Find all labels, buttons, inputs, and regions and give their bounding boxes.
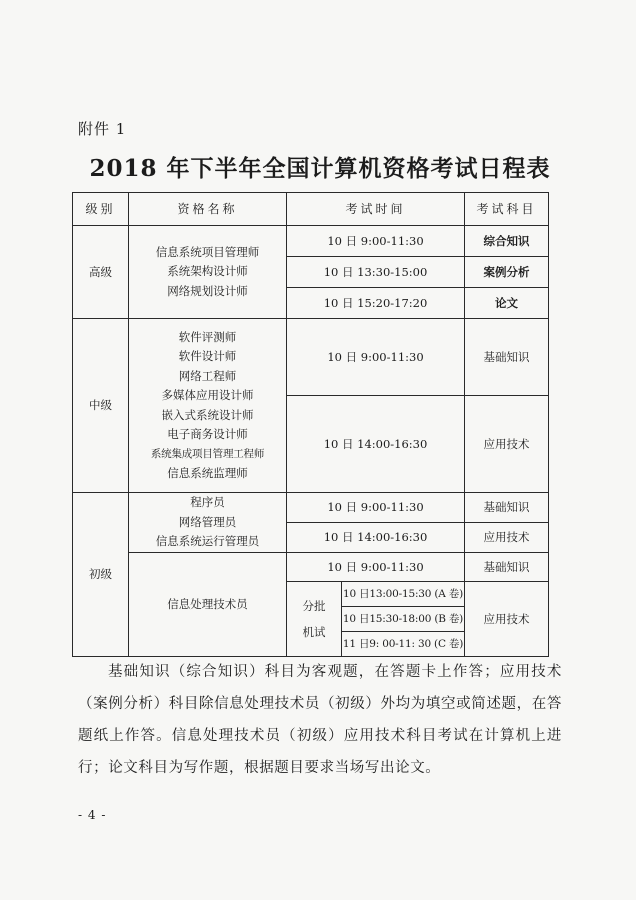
qualification-item: 软件设计师 <box>178 349 237 363</box>
batch-label-line: 机试 <box>302 625 326 639</box>
table-row <box>73 226 549 257</box>
page-title: 2018 年下半年全国计算机资格考试日程表 <box>89 155 551 182</box>
batch-time: 10 日13:00-15:30 (A 卷) <box>342 582 465 607</box>
exam-subject: 应用技术 <box>465 396 549 493</box>
exam-subject: 基础知识 <box>465 319 549 396</box>
exam-time: 10 日 14:00-16:30 <box>287 523 465 553</box>
batch-label-line: 分批 <box>302 599 326 613</box>
exam-subject: 综合知识 <box>465 226 549 257</box>
header-level: 级别 <box>73 193 129 226</box>
qualification-item: 多媒体应用设计师 <box>161 388 254 402</box>
exam-time: 10 日 9:00-11:30 <box>287 493 465 523</box>
qualification-item: 电子商务设计师 <box>167 427 248 441</box>
header-qualification: 资格名称 <box>129 193 287 226</box>
qualification-item: 信息系统监理师 <box>167 466 248 480</box>
exam-time: 10 日 15:20-17:20 <box>287 288 465 319</box>
exam-time: 10 日 9:00-11:30 <box>287 226 465 257</box>
exam-subject: 论文 <box>465 288 549 319</box>
level-senior: 高级 <box>73 226 129 319</box>
qualification-item: 程序员 <box>190 495 225 510</box>
junior-qualifications <box>129 493 287 553</box>
qualification-item: 网络管理员 <box>178 514 237 529</box>
exam-time: 10 日 9:00-11:30 <box>287 319 465 396</box>
qualification-item: 网络工程师 <box>178 368 237 383</box>
level-junior: 初级 <box>73 493 129 657</box>
header-time: 考试时间 <box>287 193 465 226</box>
level-intermediate: 中级 <box>73 319 129 493</box>
qualification-item: 网络规划设计师 <box>167 283 248 298</box>
batch-time: 10 日15:30-18:00 (B 卷) <box>342 607 465 632</box>
exam-subject: 基础知识 <box>465 553 549 582</box>
qualification-item: 信息系统运行管理员 <box>155 534 260 549</box>
junior-qualification-info-processing: 信息处理技术员 <box>129 553 287 657</box>
table-header-row <box>73 193 549 226</box>
header-subject: 考试科目 <box>465 193 549 226</box>
intermediate-qualifications <box>129 319 287 493</box>
page-number: - 4 - <box>78 808 107 822</box>
exam-subject: 应用技术 <box>465 582 549 657</box>
qualification-item: 系统集成项目管理工程师 <box>150 447 265 460</box>
table-row <box>73 319 549 396</box>
exam-time: 10 日 14:00-16:30 <box>287 396 465 493</box>
notes-paragraph: 基础知识（综合知识）科目为客观题，在答题卡上作答；应用技术（案例分析）科目除信息处理技术员（初级）外均为填空或简述题，在答题纸上作答。信息处理技术员（初级）应用技术科目考试在计算机上进行；论文科目为写作题，根据题目要求当场写出论文。 <box>78 664 562 776</box>
qualification-item: 软件评测师 <box>178 329 237 344</box>
qualification-item: 嵌入式系统设计师 <box>161 407 254 422</box>
exam-subject: 案例分析 <box>465 257 549 288</box>
batch-machine-test-label <box>287 582 342 657</box>
senior-qualifications <box>129 226 287 319</box>
attachment-label: 附件 1 <box>78 120 127 138</box>
table-row <box>73 553 549 582</box>
qualification-item: 信息系统项目管理师 <box>155 244 260 259</box>
exam-time: 10 日 13:30-15:00 <box>287 257 465 288</box>
schedule-table <box>72 192 549 657</box>
table-row <box>73 493 549 523</box>
batch-time: 11 日9: 00-11: 30 (C 卷) <box>342 632 465 657</box>
qualification-item: 系统架构设计师 <box>167 264 248 279</box>
exam-subject: 基础知识 <box>465 493 549 523</box>
exam-time: 10 日 9:00-11:30 <box>287 553 465 582</box>
exam-subject: 应用技术 <box>465 523 549 553</box>
